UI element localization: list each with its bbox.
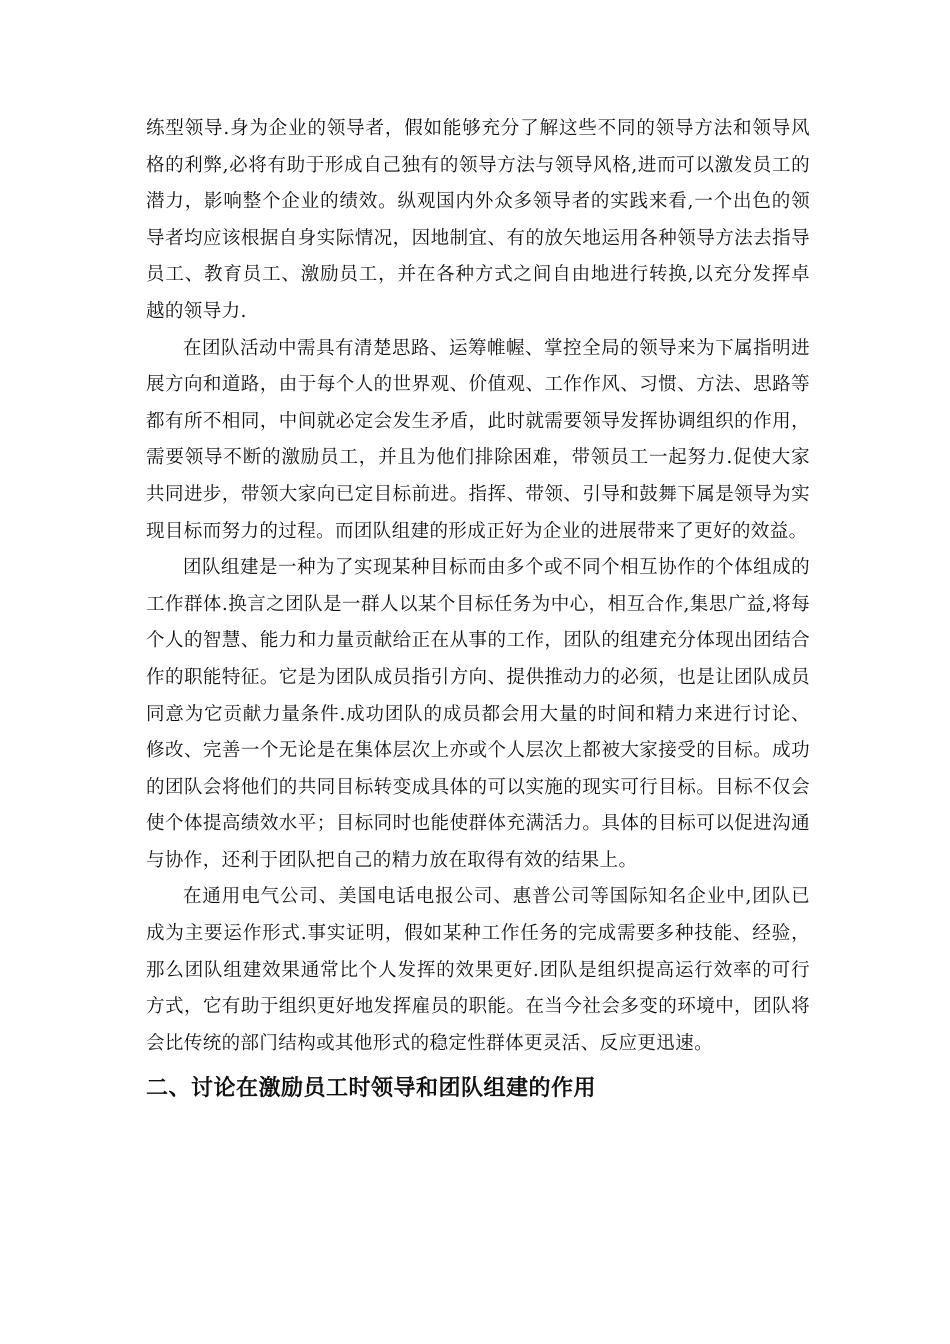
section-heading: 二、讨论在激励员工时领导和团队组建的作用 [146, 1076, 597, 1102]
paragraph-team-building-definition: 团队组建是一种为了实现某种目标而由多个或不同个相互协作的个体组成的工作群体.换言之团队是一群人以某个目标任务为中心，相互合作,集思广益,将每个人的智慧、能力和力量贡献给正在从事的工作，团队的组建充分体现出团结合作的职能特征。它是为团队成员指引方向、提供推动力的必须，也是让团队成员同意为它贡献力量条件.成功团队的成员都会用大量的时间和精力来进行讨论、修改、完善一个无论是在集体层次上亦或个人层次上都被大家接受的目标。成功的团队会将他们的共同目标转变成具体的可以实施的现实可行目标。目标不仅会使个体提高绩效水平；目标同时也能使群体充满活力。具体的目标可以促进沟通与协作，还利于团队把自己的精力放在取得有效的结果上。 [146, 557, 810, 871]
paragraph-leadership-styles: 练型领导.身为企业的领导者，假如能够充分了解这些不同的领导方法和领导风格的利弊,必将有助于形成自己独有的领导方法与领导风格,进而可以激发员工的潜力，影响整个企业的绩效。纵观国内外众多领导者的实践来看,一个出色的领导者均应该根据自身实际情况，因地制宜、有的放矢地运用各种领导方法去指导员工、教育员工、激励员工，并在各种方式之间自由地进行转换,以充分发挥卓越的领导力. [146, 118, 810, 322]
paragraph-team-leadership: 在团队活动中需具有清楚思路、运筹帷幄、掌控全局的领导来为下属指明进展方向和道路，由于每个人的世界观、价值观、工作作风、习惯、方法、思路等都有所不相同，中间就必定会发生矛盾，此时就需要领导发挥协调组织的作用，需要领导不断的激励员工，并且为他们排除困难，带领员工一起努力.促使大家共同进步，带领大家向已定目标前进。指挥、带领、引导和鼓舞下属是领导为实现目标而努力的过程。而团队组建的形成正好为企业的进展带来了更好的效益。 [146, 337, 810, 542]
page-body [146, 111, 810, 1112]
paragraph-team-examples: 在通用电气公司、美国电话电报公司、惠普公司等国际知名企业中,团队已成为主要运作形式.事实证明，假如某种工作任务的完成需要多种技能、经验，那么团队组建效果通常比个人发挥的效果更好.团队是组织提高运行效率的可行方式，它有助于组织更好地发挥雇员的职能。在当今社会多变的环境中，团队将会比传统的部门结构或其他形式的稳定性群体更灵活、反应更迅速。 [146, 886, 810, 1054]
